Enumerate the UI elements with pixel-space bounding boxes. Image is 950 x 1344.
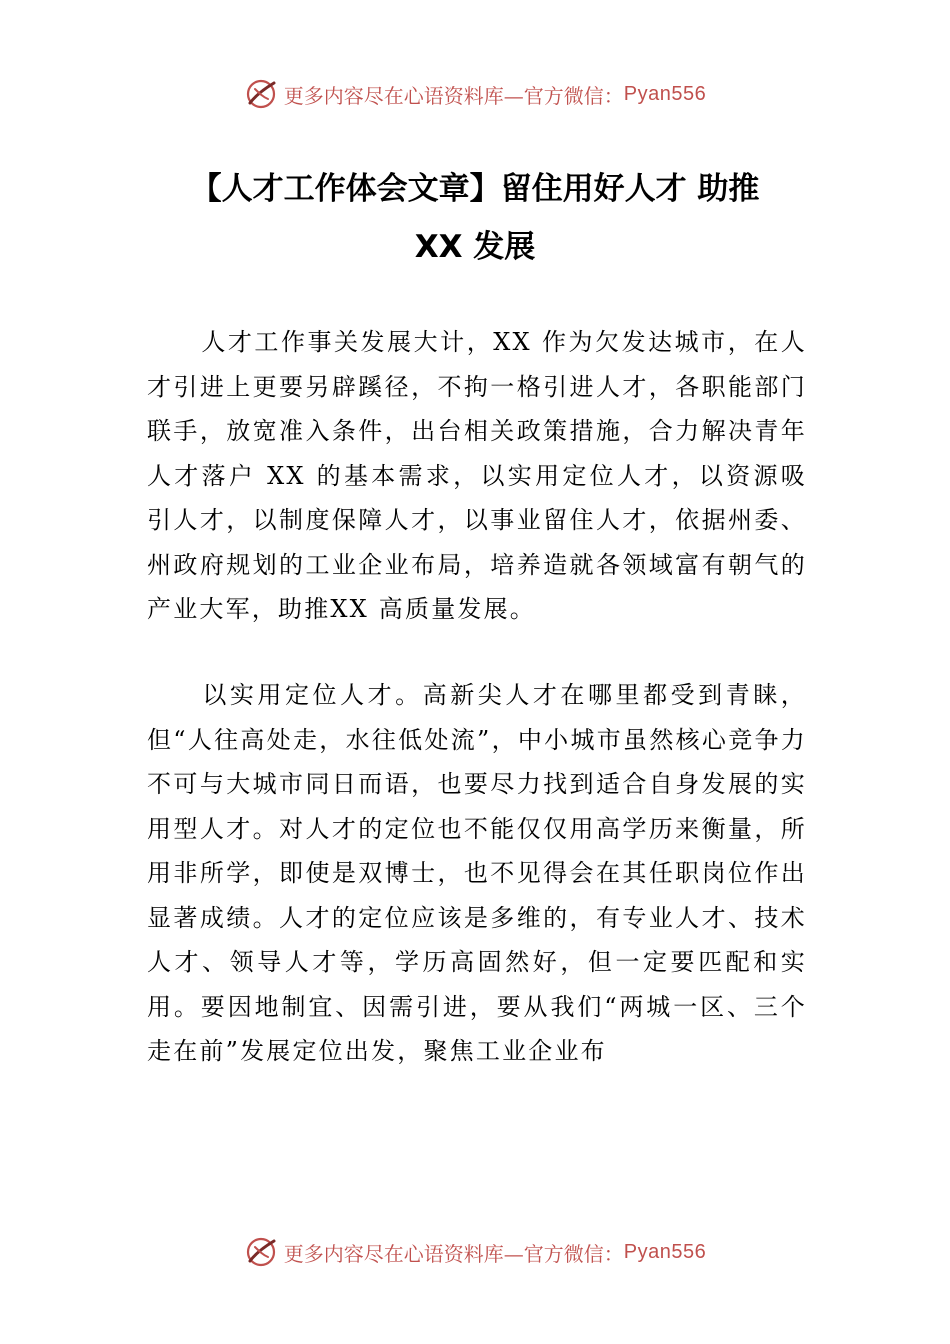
header-banner	[0, 72, 950, 116]
footer-banner	[0, 1230, 950, 1274]
logo-icon	[244, 77, 278, 111]
title-line-2: XX 发展	[414, 229, 536, 265]
logo-icon	[244, 1235, 278, 1269]
title-line-1: 【人才工作体会文章】留住用好人才 助推	[190, 171, 760, 207]
banner-wechat-id: Pyan556	[623, 82, 707, 105]
paragraph-text: 人才工作事关发展大计，XX 作为欠发达城市，在人才引进上更要另辟蹊径，不拘一格引进人才，各职能部门联手，放宽准入条件，出台相关政策措施，合力解决青年人才落户 XX 的基本需求，以实用定位人才，以资源吸引人才，以制度保障人才，以事业留住人才，依据州委、州政府规划的工业企业布局，培养造就各领域富有朝气的产业大军，助推XX 高质量发展。	[147, 328, 807, 623]
document-title	[0, 160, 950, 276]
paragraph	[147, 320, 807, 632]
paragraph-1-block	[147, 320, 807, 632]
banner-text: 更多内容尽在心语资料库—官方微信：	[283, 83, 624, 108]
paragraph	[147, 673, 807, 1074]
banner-wechat-id: Pyan556	[623, 1240, 707, 1263]
paragraph-2-block	[147, 673, 807, 1074]
banner-text: 更多内容尽在心语资料库—官方微信：	[283, 1241, 624, 1266]
paragraph-text: 以实用定位人才。高新尖人才在哪里都受到青睐，但“人往高处走，水往低处流”，中小城市虽然核心竞争力不可与大城市同日而语，也要尽力找到适合自身发展的实用型人才。对人才的定位也不能仅仅用高学历来衡量，所用非所学，即使是双博士，也不见得会在其任职岗位作出显著成绩。人才的定位应该是多维的，有专业人才、技术人才、领导人才等，学历高固然好，但一定要匹配和实用。要因地制宜、因需引进，要从我们“两城一区、三个走在前”发展定位出发，聚焦工业企业布	[147, 681, 807, 1065]
